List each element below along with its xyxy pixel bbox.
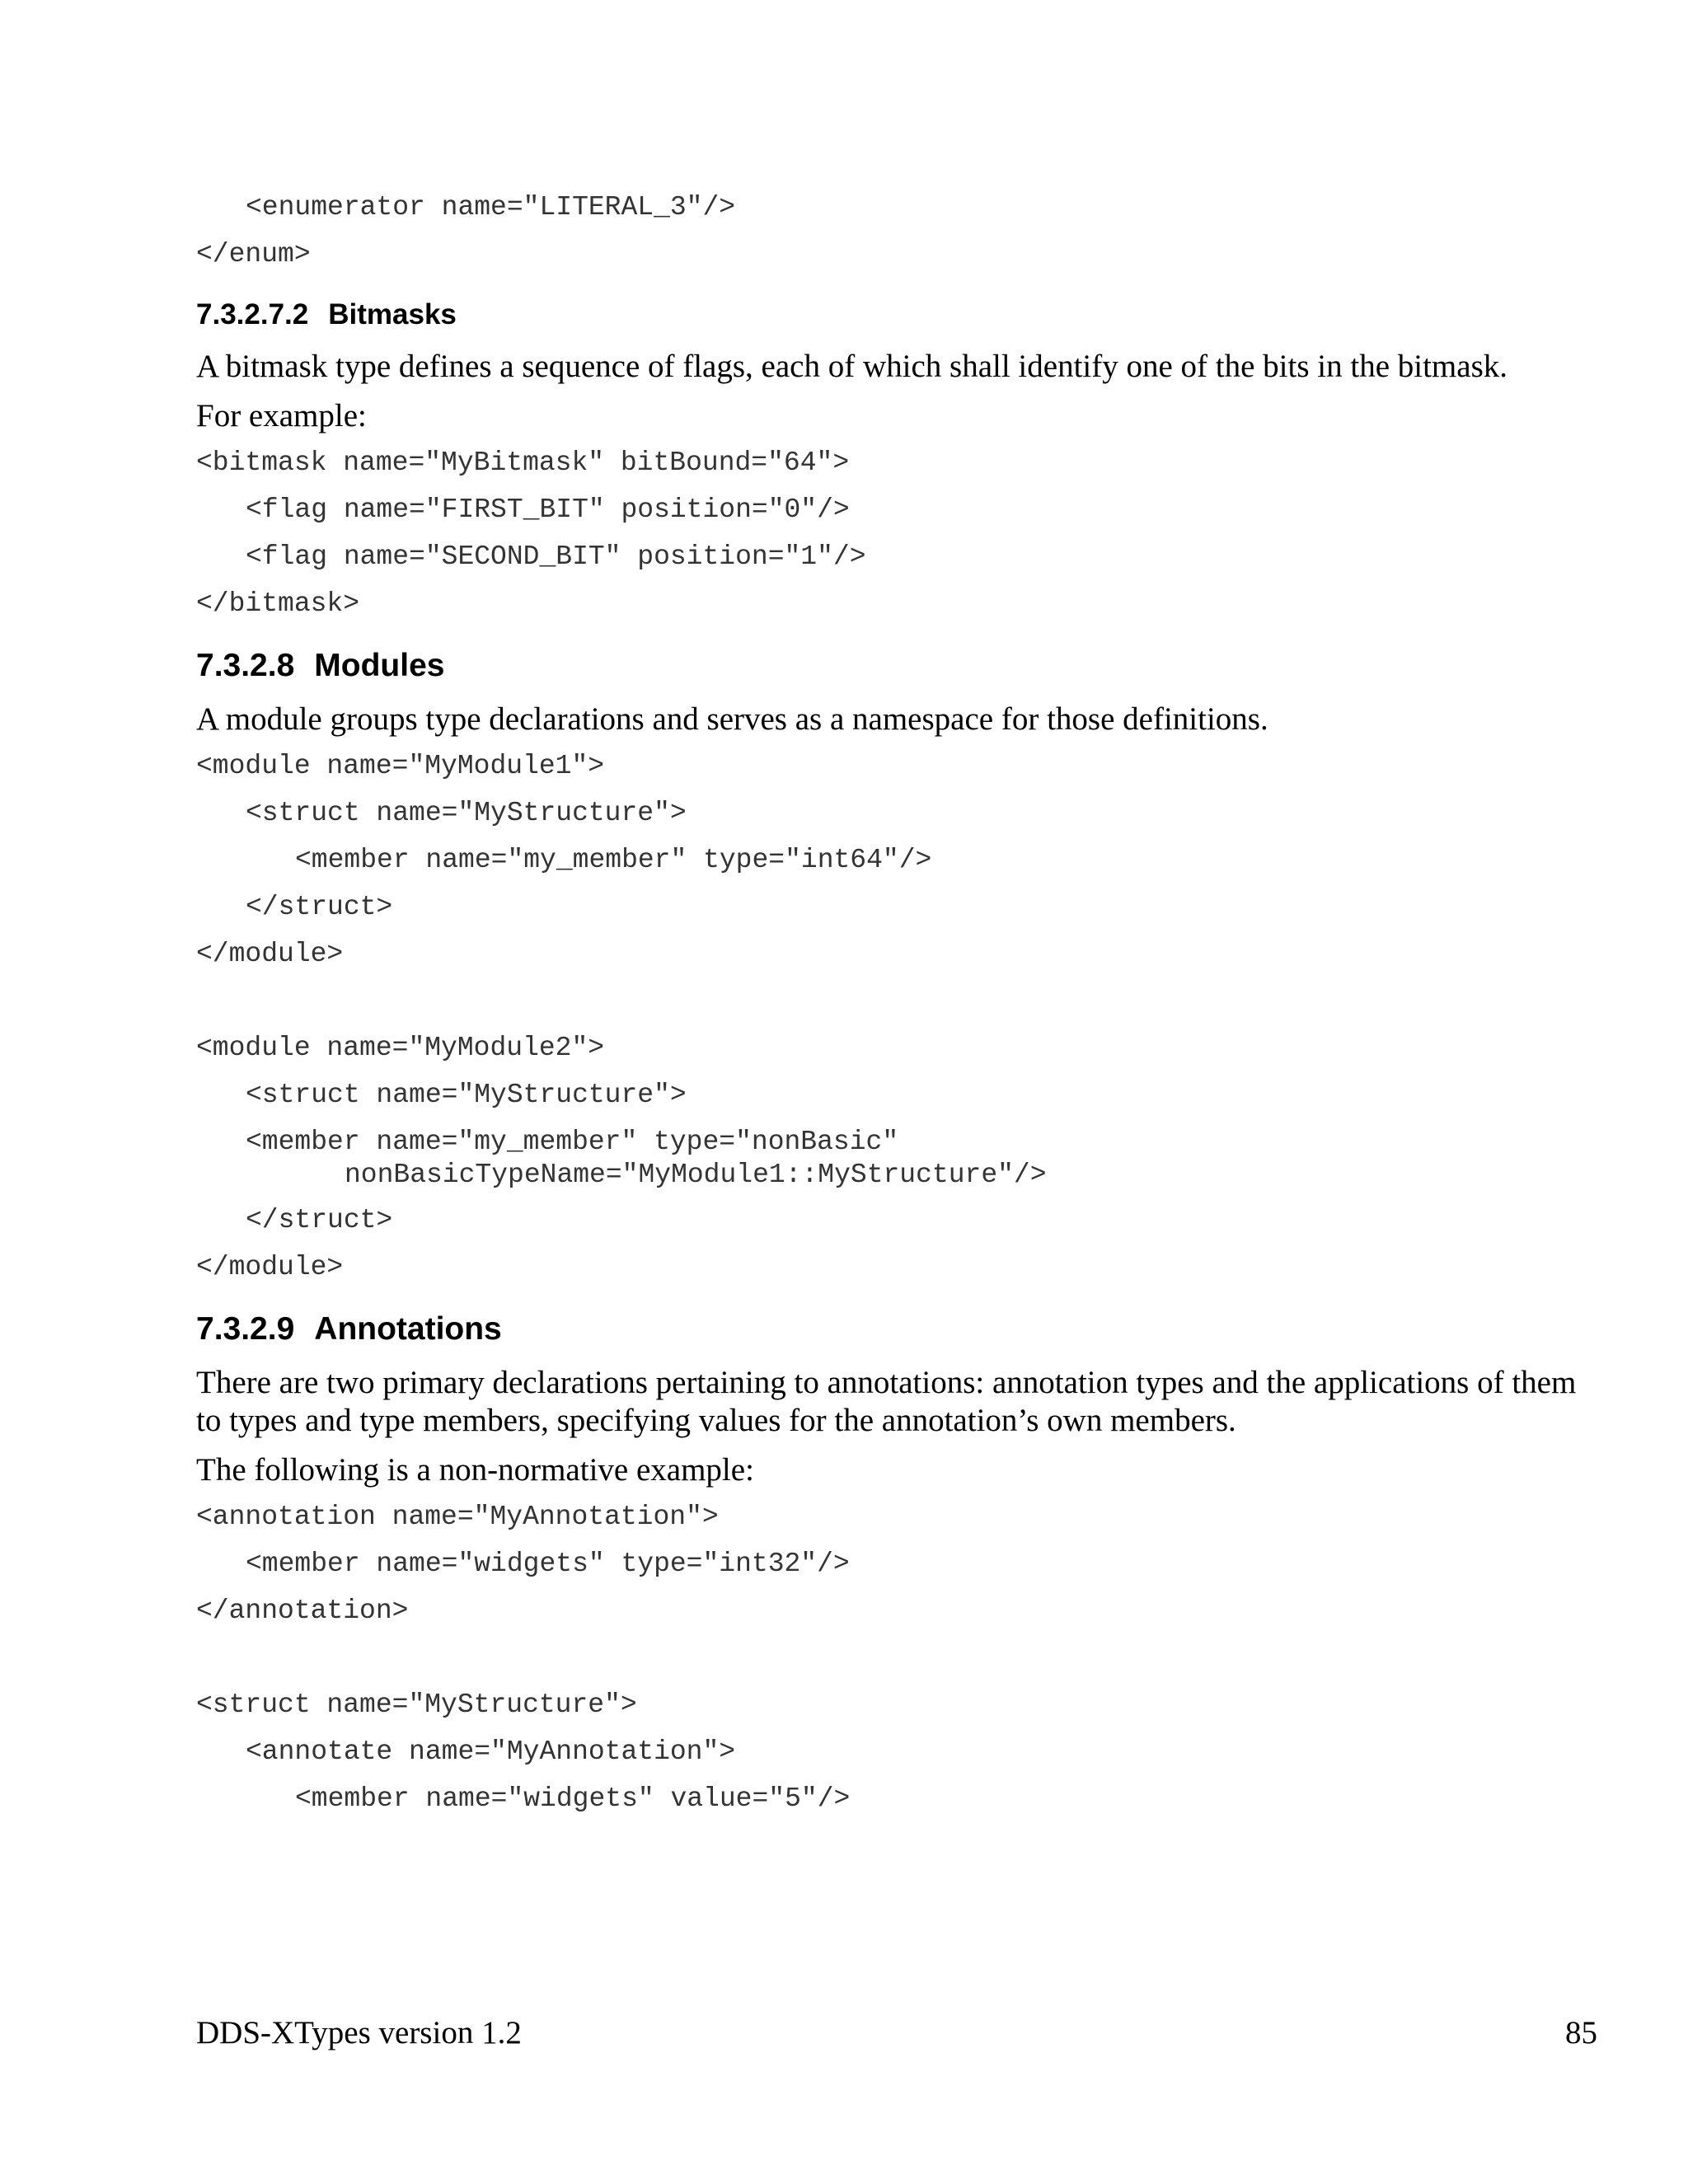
page-number: 85 bbox=[1565, 2015, 1597, 2050]
code-line-part: <member name="my_member" type="nonBasic" bbox=[246, 1127, 899, 1157]
code-line: <enumerator name="LITERAL_3"/> bbox=[246, 192, 736, 223]
paragraph: The following is a non-normative example: bbox=[196, 1452, 754, 1488]
code-line: </struct> bbox=[246, 1205, 393, 1235]
footer-doc-title: DDS-XTypes version 1.2 bbox=[196, 2015, 522, 2050]
code-line: <struct name="MyStructure"> bbox=[196, 1690, 637, 1720]
code-line: </annotation> bbox=[196, 1596, 409, 1626]
code-line: <module name="MyModule2"> bbox=[196, 1033, 605, 1063]
section-heading-bitmasks bbox=[196, 297, 1597, 333]
code-line: <annotate name="MyAnnotation"> bbox=[246, 1736, 736, 1767]
paragraph: A module groups type declarations and serves as a namespace for those definitions. bbox=[196, 701, 1268, 737]
code-line: <struct name="MyStructure"> bbox=[246, 798, 687, 828]
section-title: Annotations bbox=[314, 1311, 502, 1347]
paragraph: A bitmask type defines a sequence of flags, each of which shall identify one of the bits in the bitmask. bbox=[196, 349, 1508, 384]
code-line: <struct name="MyStructure"> bbox=[246, 1080, 687, 1110]
code-line-continuation: nonBasicTypeName="MyModule1::MyStructure"/> bbox=[345, 1160, 1047, 1190]
blank-line bbox=[196, 985, 1597, 1032]
code-line: <module name="MyModule1"> bbox=[196, 751, 605, 781]
section-number: 7.3.2.7.2 bbox=[196, 298, 309, 330]
code-line: <flag name="SECOND_BIT" position="1"/> bbox=[246, 541, 866, 572]
section-title: Modules bbox=[314, 648, 445, 683]
code-line: <flag name="FIRST_BIT" position="0"/> bbox=[246, 494, 850, 525]
code-line: </module> bbox=[196, 939, 344, 969]
section-heading-annotations bbox=[196, 1310, 1597, 1349]
code-line-wrapped bbox=[196, 1126, 1597, 1204]
page-content bbox=[196, 191, 1597, 1830]
section-title: Bitmasks bbox=[328, 298, 457, 330]
blank-line bbox=[196, 1642, 1597, 1689]
code-line: </struct> bbox=[246, 892, 393, 922]
code-line: <bitmask name="MyBitmask" bitBound="64"> bbox=[196, 448, 850, 478]
code-line: <member name="widgets" value="5"/> bbox=[295, 1783, 851, 1814]
section-heading-modules bbox=[196, 646, 1597, 686]
paragraph: There are two primary declarations pertaining to annotations: annotation types and the applications of them to types and type members, specifying values for the annotation’s own members. bbox=[196, 1365, 1577, 1438]
code-line: </enum> bbox=[196, 239, 311, 269]
code-line: <member name="my_member" type="int64"/> bbox=[295, 845, 932, 875]
section-number: 7.3.2.8 bbox=[196, 648, 295, 683]
code-line: <annotation name="MyAnnotation"> bbox=[196, 1502, 719, 1532]
code-line: </bitmask> bbox=[196, 588, 360, 619]
code-line: <member name="widgets" type="int32"/> bbox=[246, 1549, 850, 1579]
section-number: 7.3.2.9 bbox=[196, 1311, 295, 1347]
paragraph: For example: bbox=[196, 398, 367, 434]
page-footer bbox=[196, 2014, 1597, 2052]
code-line: </module> bbox=[196, 1252, 344, 1282]
